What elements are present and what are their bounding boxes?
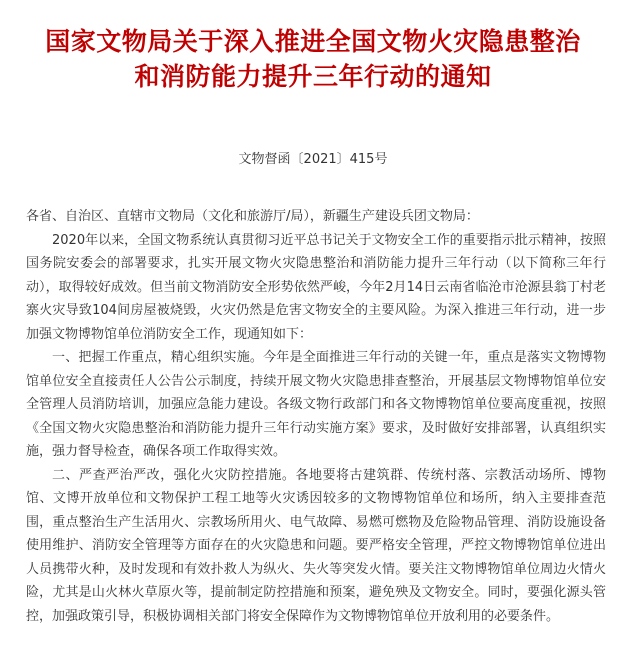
paragraph-section-1: 一、把握工作重点，精心组织实施。今年是全面推进三年行动的关键一年，重点是落实文物博物馆单位安全直接责任人公告公示制度，持续开展文物火灾隐患排查整治，开展基层文物博物馆单位安全管理人员消防培训，加强应急能力建设。各级文物行政部门和各文物博物馆单位要高度重视，按照《全国文物火灾隐患整治和消防能力提升三年行动实施方案》要求，及时做好安排部署，认真组织实施，强力督导检查，确保各项工作取得实效。 (26, 350, 606, 459)
title-line-2: 和消防能力提升三年行动的通知 (134, 62, 492, 91)
document-number: 文物督函〔2021〕415号 (238, 152, 388, 167)
paragraph-intro: 2020年以来，全国文物系统认真贯彻习近平总书记关于文物安全工作的重要指示批示精神，按照国务院安委会的部署要求，扎实开展文物火灾隐患整治和消防能力提升三年行动（以下简称三年行动），取得较好成效。但当前文物消防安全形势依然严峻，今年2月14日云南省临沧市沧源县翁丁村老寨火灾导致104间房屋被烧毁，火灾仍然是危害文物安全的主要风险。为深入推进三年行动，进一步加强文物博物馆单位消防安全工作，现通知如下： (26, 232, 606, 342)
document-title (0, 24, 626, 94)
document-body (26, 205, 606, 628)
title-line-1: 国家文物局关于深入推进全国文物火灾隐患整治 (45, 27, 581, 56)
salutation: 各省、自治区、直辖市文物局（文化和旅游厅/局），新疆生产建设兵团文物局： (26, 209, 479, 224)
paragraph-section-2: 二、严查严治严改，强化火灾防控措施。各地要将古建筑群、传统村落、宗教活动场所、博物馆、文博开放单位和文物保护工程工地等火灾诱因较多的文物博物馆单位和场所，纳入主要排查范围，重点整治生产生活用火、宗教场所用火、电气故障、易燃可燃物及危险物品管理、消防设施设备使用维护、消防安全管理等方面存在的火灾隐患和问题。要严格安全管理，严控文物博物馆单位进出人员携带火种，及时发现和有效扑救人为纵火、失火等突发火情。要关注文物博物馆单位周边火情火险，尤其是山火林火草原火等，提前制定防控措施和预案，避免殃及文物安全。同时，要强化源头管控，加强政策引导，积极协调相关部门将安全保障作为文物博物馆单位开放利用的必要条件。 (26, 467, 606, 624)
